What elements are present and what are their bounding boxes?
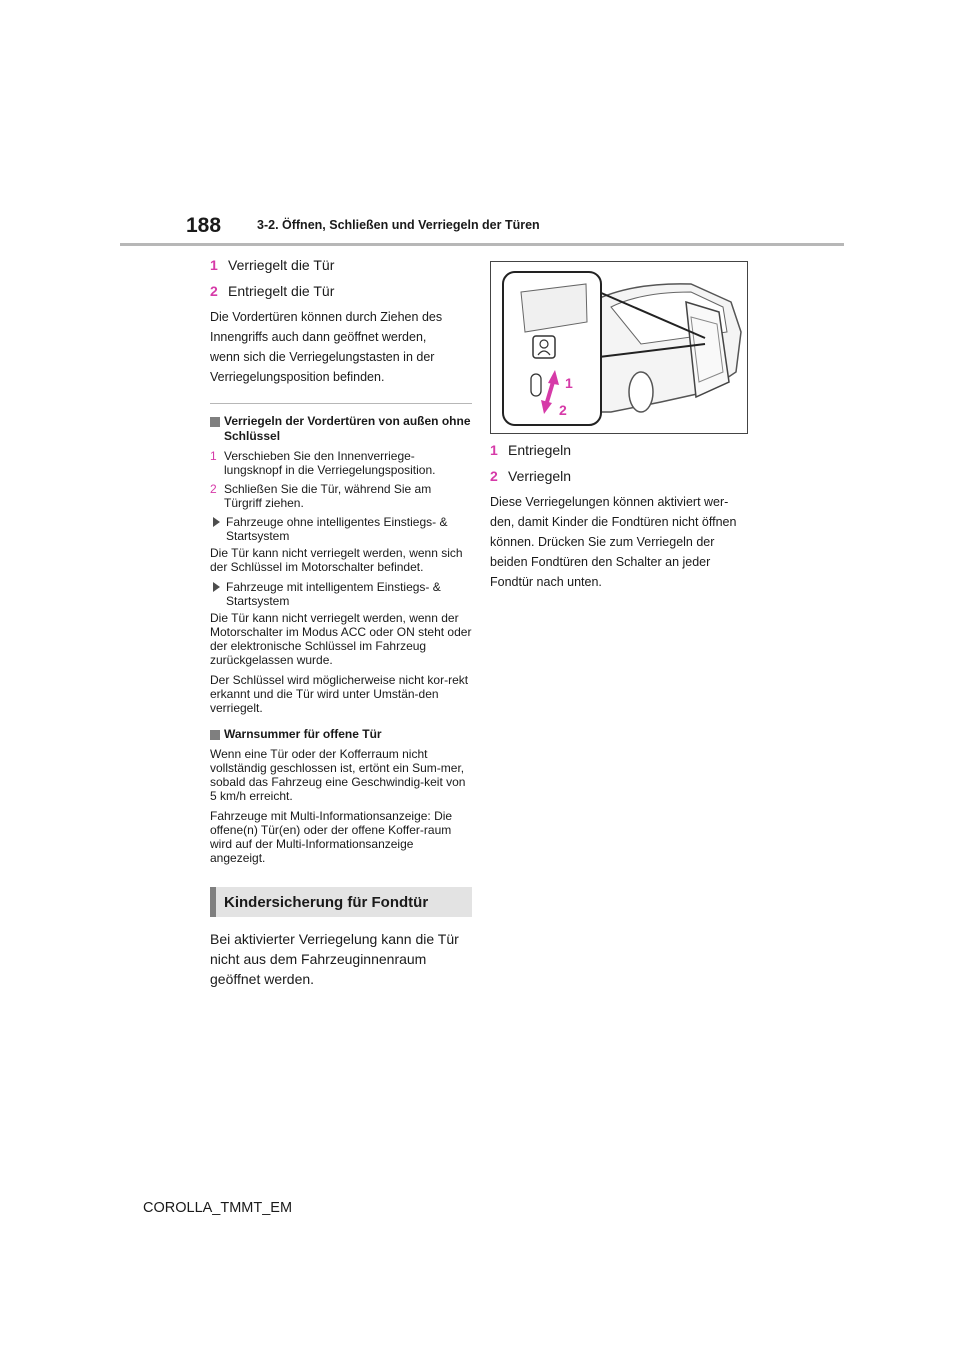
step-text: Schließen Sie die Tür, während Sie am Türgriff ziehen. [224,482,432,510]
footer-doc-id: COROLLA_TMMT_EM [143,1200,293,1216]
text-line: Verriegelungsposition befinden. [210,370,385,384]
paragraph: Der Schlüssel wird möglicherweise nicht kor-rekt erkannt und die Tür wird unter Umstän-den verriegelt. [210,673,469,715]
subsection-heading [210,515,472,543]
square-bullet-icon [210,417,220,427]
section-divider [210,403,472,404]
paragraph: Wenn eine Tür oder der Kofferraum nicht vollständig geschlossen ist, ertönt ein Sum-mer, sobald das Fahrzeug eine Geschwindig-keit von 5 km/h erreicht. [210,747,466,803]
section-title: Warnsummer für offene Tür [224,727,382,741]
banner-paragraph: Bei aktivierter Verriegelung kann die Tür nicht aus dem Fahrzeuginnenraum geöffnet werden. [210,931,459,987]
list-item [490,466,752,486]
item-number: 1 [490,442,498,458]
text-line: den, damit Kinder die Fondtüren nicht öffnen [490,515,737,529]
section-title: Verriegeln der Vordertüren von außen ohne Schlüssel [224,414,471,443]
child-lock-illustration [490,261,748,434]
car-door-diagram [491,262,747,433]
text-line: Die Vordertüren können durch Ziehen des [210,310,443,324]
section-heading [210,414,472,444]
item-text: Entriegelt die Tür [228,283,335,299]
item-text: Entriegeln [508,442,572,458]
item-number: 1 [210,257,218,273]
figure-label-1: 1 [565,375,573,391]
list-item [210,281,472,301]
page-number: 188 [186,214,222,237]
list-item [490,440,752,460]
text-line: wenn sich die Verriegelungstasten in der [210,350,435,364]
description-paragraph [490,492,752,592]
text-line: Fondtür nach unten. [490,575,602,589]
text-line: Innengriffs auch dann geöffnet werden, [210,330,427,344]
list-item [210,255,472,275]
left-column [210,255,472,989]
right-column [490,440,752,592]
step-item [210,482,472,510]
intro-paragraph [210,307,472,387]
text-line: beiden Fondtüren den Schalter an jeder [490,555,711,569]
item-text: Verriegelt die Tür [228,257,335,273]
banner-title: Kindersicherung für Fondtür [224,893,429,911]
step-number: 1 [210,449,217,463]
header-divider [120,243,844,246]
square-bullet-icon [210,730,220,740]
item-text: Verriegeln [508,468,572,484]
paragraph: Die Tür kann nicht verriegelt werden, wenn der Motorschalter im Modus ACC oder ON steht oder der elektronische Schlüssel im Fahrzeug zurückgelassen wurde. [210,611,472,667]
paragraph: Fahrzeuge mit Multi-Informationsanzeige: Die offene(n) Tür(en) oder der offene Koffer-raum wird auf der Multi-Informationsanzeige angezeigt. [210,809,453,865]
paragraph: Die Tür kann nicht verriegelt werden, wenn sich der Schlüssel im Motorschalter befindet. [210,546,463,574]
text-line: Diese Verriegelungen können aktiviert wer- [490,495,729,509]
step-text: Verschieben Sie den Innenverriege-lungsknopf in die Verriegelungsposition. [224,449,436,477]
subsection-title: Fahrzeuge ohne intelligentes Einstiegs- & Startsystem [226,515,448,543]
figure-label-2: 2 [559,402,567,418]
step-item [210,449,472,477]
chapter-title: 3-2. Öffnen, Schließen und Verriegeln der Türen [257,218,540,232]
item-number: 2 [490,468,498,484]
step-number: 2 [210,482,217,496]
text-line: können. Drücken Sie zum Verriegeln der [490,535,715,549]
triangle-bullet-icon [213,517,220,527]
triangle-bullet-icon [213,582,220,592]
section-banner [210,887,472,917]
subsection-heading [210,580,472,608]
section-heading [210,727,472,742]
item-number: 2 [210,283,218,299]
subsection-title: Fahrzeuge mit intelligentem Einstiegs- & Startsystem [226,580,441,608]
